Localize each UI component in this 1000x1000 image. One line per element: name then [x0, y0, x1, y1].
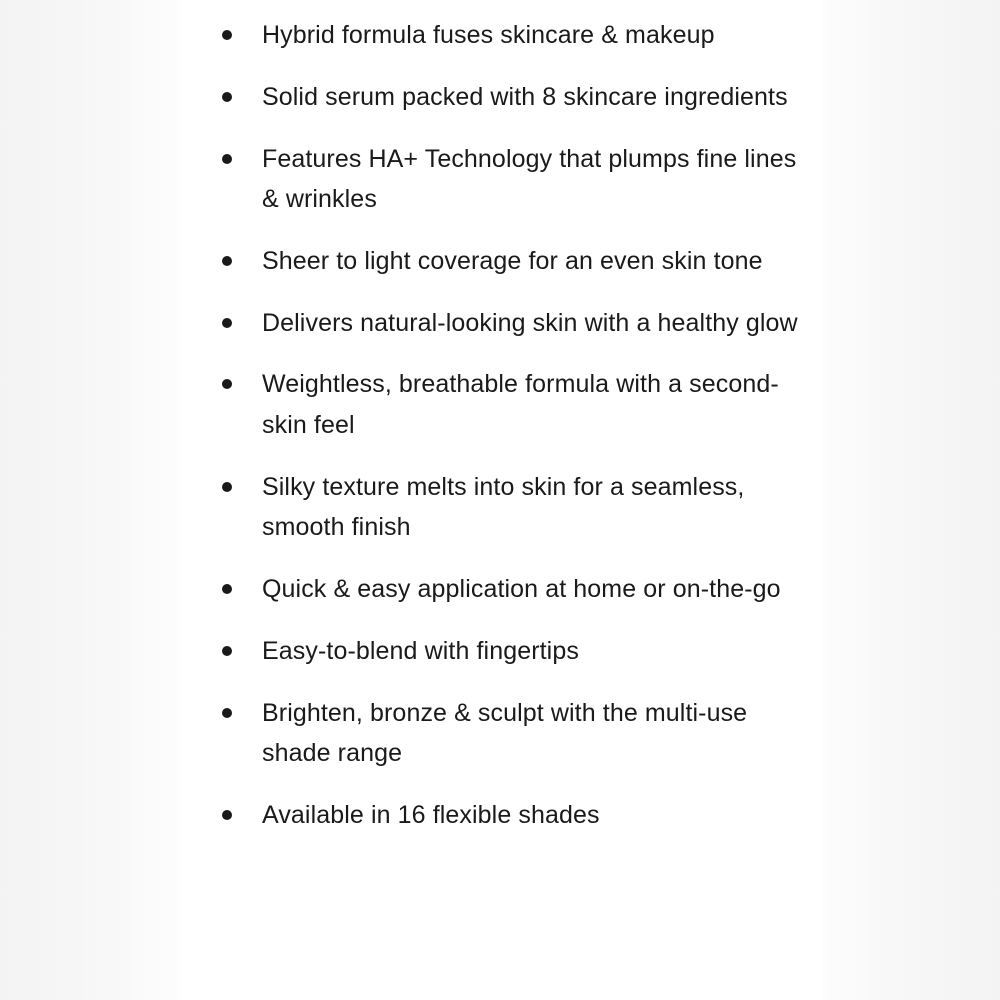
- feature-text: Available in 16 flexible shades: [262, 800, 600, 829]
- right-margin-shade: [822, 0, 1000, 1000]
- feature-text: Weightless, breathable formula with a second-skin feel: [262, 370, 779, 439]
- bullet-icon: [222, 810, 232, 820]
- list-item: [180, 693, 802, 774]
- list-item: [180, 467, 802, 548]
- feature-text: Features HA+ Technology that plumps fine lines & wrinkles: [262, 144, 797, 214]
- left-margin-shade: [0, 0, 180, 1000]
- bullet-icon: [222, 482, 232, 492]
- feature-text: Brighten, bronze & sculpt with the multi-use shade range: [262, 698, 748, 768]
- feature-text: Quick & easy application at home or on-the-go: [262, 575, 781, 604]
- bullet-icon: [222, 379, 232, 389]
- feature-list: [180, 15, 822, 857]
- feature-text: Silky texture melts into skin for a seamless, smooth finish: [262, 472, 745, 542]
- feature-text: Delivers natural-looking skin with a healthy glow: [262, 308, 798, 337]
- bullet-icon: [222, 646, 232, 656]
- list-item: [180, 15, 802, 56]
- bullet-icon: [222, 256, 232, 266]
- list-item: [180, 77, 802, 118]
- feature-text: Easy-to-blend with fingertips: [262, 636, 579, 665]
- list-item: [180, 795, 802, 836]
- feature-text: Solid serum packed with 8 skincare ingredients: [262, 82, 788, 111]
- bullet-icon: [222, 30, 232, 40]
- bullet-icon: [222, 318, 232, 328]
- bullet-icon: [222, 584, 232, 594]
- content-panel: [180, 0, 822, 1000]
- bullet-icon: [222, 708, 232, 718]
- list-item: [180, 241, 802, 282]
- bullet-icon: [222, 92, 232, 102]
- list-item: [180, 631, 802, 672]
- feature-text: Hybrid formula fuses skincare & makeup: [262, 21, 715, 49]
- list-item: [180, 364, 802, 445]
- list-item: [180, 569, 802, 610]
- list-item: [180, 139, 802, 220]
- bullet-icon: [222, 154, 232, 164]
- feature-text: Sheer to light coverage for an even skin tone: [262, 246, 763, 275]
- list-item: [180, 303, 802, 344]
